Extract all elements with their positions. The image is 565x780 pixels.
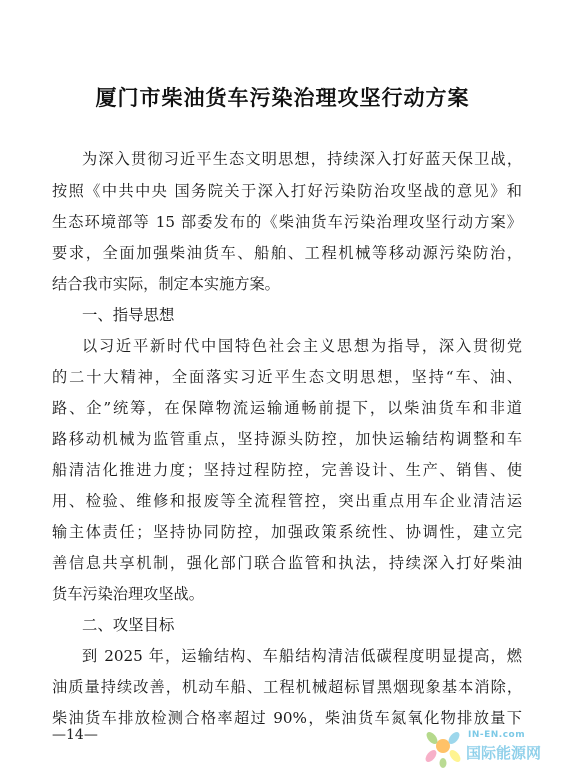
paragraph-line: 到 2025 年，运输结构、车船结构清洁低碳程度明显提高，燃 [82, 647, 522, 665]
paragraph-line: 按照《中共中央 国务院关于深入打好污染防治攻坚战的意见》和 [52, 182, 522, 200]
paragraph-line: 用、检验、维修和报废等全流程管控，突出重点用车企业清洁运 [52, 492, 522, 510]
paragraph-line: 结合我市实际，制定本实施方案。 [52, 275, 280, 293]
section-heading-targets: 二、攻坚目标 [82, 616, 175, 634]
paragraph-line: 油质量持续改善，机动车船、工程机械超标冒黑烟现象基本消除， [52, 678, 522, 696]
paragraph-line: 路、企”统筹，在保障物流运输通畅前提下，以柴油货车和非道 [52, 399, 522, 417]
watermark [418, 716, 558, 772]
watermark-name: 国际能源网 [466, 744, 542, 762]
watermark-domain: IN-EN.com [468, 730, 526, 740]
section-heading-guiding-ideology: 一、指导思想 [82, 306, 175, 324]
paragraph-line: 路移动机械为监管重点，坚持源头防控，加快运输结构调整和车 [52, 430, 522, 448]
paragraph-line: 为深入贯彻习近平生态文明思想，持续深入打好蓝天保卫战， [82, 150, 522, 168]
paragraph-line: 要求，全面加强柴油货车、船舶、工程机械等移动源污染防治， [52, 244, 522, 262]
paragraph-line: 输主体责任；坚持协同防控，加强政策系统性、协调性，建立完 [52, 523, 522, 541]
sun-leaf-logo-icon [422, 726, 464, 768]
paragraph-line: 货车污染治理攻坚战。 [52, 585, 204, 603]
paragraph-line: 柴油货车排放检测合格率超过 90%，柴油货车氮氧化物排放量下 [52, 709, 522, 727]
page-number: —14— [52, 727, 98, 743]
paragraph-line: 生态环境部等 15 部委发布的《柴油货车污染治理攻坚行动方案》 [52, 213, 522, 231]
paragraph-line: 的二十大精神，全面落实习近平生态文明思想，坚持“车、油、 [52, 368, 522, 386]
paragraph-line: 船清洁化推进力度；坚持过程防控，完善设计、生产、销售、使 [52, 461, 522, 479]
paragraph-line: 善信息共享机制，强化部门联合监管和执法，持续深入打好柴油 [52, 554, 522, 572]
document-title: 厦门市柴油货车污染治理攻坚行动方案 [95, 85, 470, 110]
paragraph-line: 以习近平新时代中国特色社会主义思想为指导，深入贯彻党 [82, 337, 522, 355]
